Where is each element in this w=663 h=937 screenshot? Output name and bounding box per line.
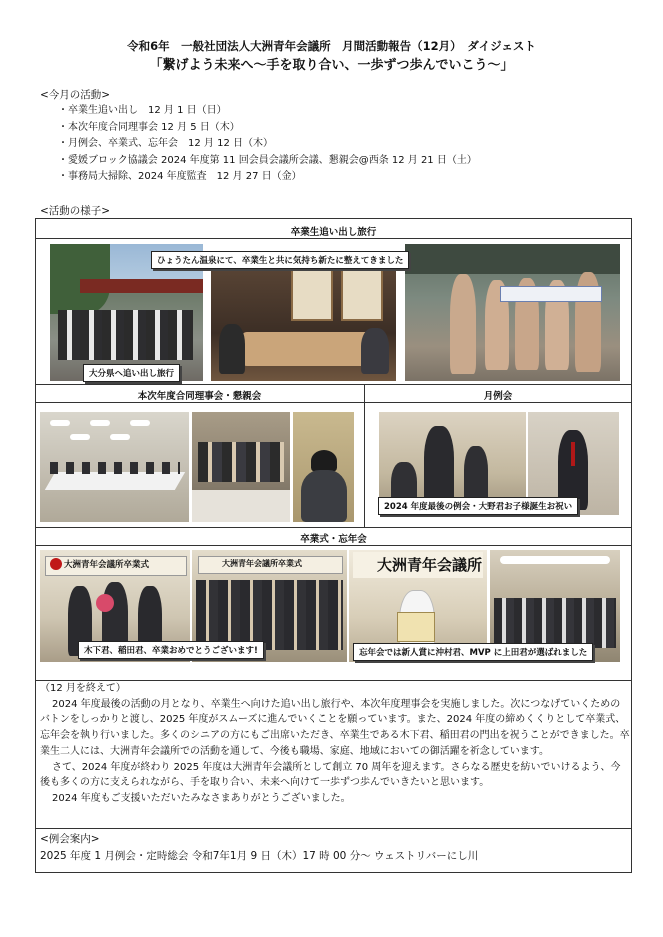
meeting-info: 2025 年度 1 月例会・定時総会 令和7年1月 9 日（木）17 時 00 分～ ウェストリバーにし川 [40,850,479,862]
report-slogan: 「繋げよう未来へ～手を取り合い、一歩ずつ歩んでいこう～」 [149,58,514,73]
divider [35,384,632,385]
summary-heading: （12 月を終えて） [40,683,126,694]
summary-paragraph: さて、2024 年度が終わり 2025 年度は大洲青年会議所として創立 70 周年を迎えます。さらなる歴史を紡いでいけるよう、今後も多くの方に支えられながら、手を取り合い、未来へ向けて一歩ずつ歩んでいきたいと思います。 [40,761,621,789]
list-item: ・ 本次年度合同理事会 12 月 5 日（木） [58,120,477,137]
banner-text: 大洲青年会議所 [377,556,483,574]
list-item: ・ 卒業生追い出し 12 月 1 日（日） [58,103,477,120]
section-title-monthly: 月例会 [483,391,513,402]
activities-list [58,103,477,186]
summary-section [40,681,630,807]
callout-monthly: 2024 年度最後の例会・大野君お子様誕生お祝い [378,497,578,515]
divider [35,828,632,829]
list-item: ・ 月例会、卒業式、忘年会 12 月 12 日（木） [58,136,477,153]
divider [35,402,632,403]
banner-text: 大洲青年会議所卒業式 [64,560,150,570]
divider [35,545,632,546]
meeting-heading: <例会案内> [40,833,100,845]
callout-graduates: 木下君、稲田君、卒業おめでとうございます! [78,641,264,659]
summary-paragraph: 2024 年度もご支援いただいたみなさまありがとうございました。 [52,792,351,804]
callout-onsen: ひょうたん温泉にて、卒業生と共に気持ち新たに整えてきました [151,251,409,269]
section-title-ceremony: 卒業式・忘年会 [300,534,367,545]
photo-helmet-speaker [293,412,354,522]
callout-awards: 忘年会では新人賞に沖村君、MVP に上田君が選ばれました [353,643,593,661]
activities-heading: <今月の活動> [40,89,111,101]
divider [364,384,365,527]
scene-heading: <活動の様子> [40,205,111,217]
photo-onsen-dinner [211,262,396,381]
banner-text: 大洲青年会議所卒業式 [222,558,302,568]
summary-paragraph: 2024 年度最後の活動の月となり、卒業生へ向けた追い出し旅行や、本次年度理事会を実施しました。次につなげていくためのバトンをしっかりと渡し、2025 年度がスムーズに進んでいくことを願っています。また、2024 年度の締めくくりとして卒業式、忘年会を執り行いました。多くのシニアの方にもご出席いただき、卒業生である木下君、稲田君の門出を祝うことができました。卒業生二人には、大洲青年会議所での活動を通して、今後も職場、家庭、地域においての御活躍を祈念しています。 [40,698,630,757]
photo-party-group [192,412,290,522]
photo-board-meeting [40,412,189,522]
divider [35,527,632,528]
list-item: ・ 愛媛ブロック協議会 2024 年度第 11 回会員会議所会議、懇親会@西条 12 月 21 日（土） [58,153,477,170]
section-title-board: 本次年度合同理事会・懇親会 [137,391,262,402]
photo-yukata-group [405,244,620,381]
section-title-farewell: 卒業生追い出し旅行 [290,227,377,238]
report-title: 令和6年 一般社団法人大洲青年会議所 月間活動報告（12月） ダイジェスト [127,39,536,53]
list-item: ・ 事務局大掃除、2024 年度監査 12 月 27 日（金） [58,169,477,186]
divider [35,238,632,239]
callout-oita: 大分県へ追い出し旅行 [83,364,180,382]
